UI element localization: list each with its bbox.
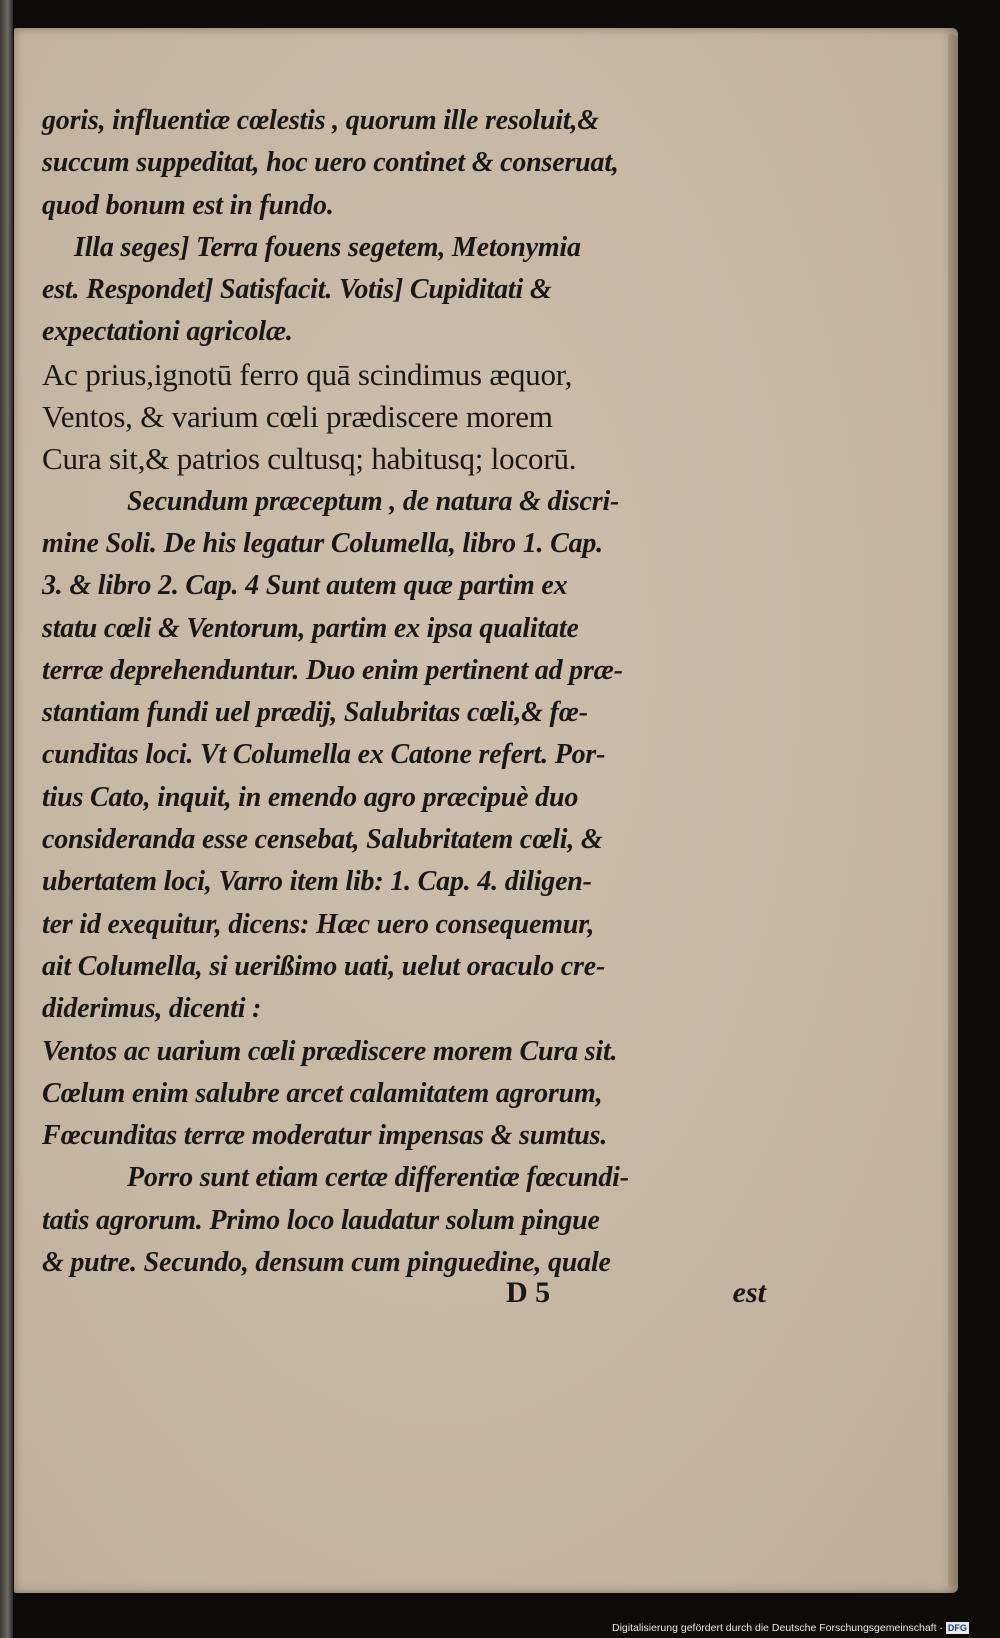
text-line: statu cœli & Ventorum, partim ex ipsa qualitate [42, 612, 579, 644]
text-line: stantiam fundi uel prædij, Salubritas cœli,& fœ- [42, 697, 588, 729]
text-line: Fœcunditas terræ moderatur impensas & sumtus. [42, 1120, 608, 1152]
text-line: Illa seges] Terra fouens segetem, Metonymia [74, 231, 581, 263]
text-line: tatis agrorum. Primo loco laudatur solum pingue [42, 1204, 600, 1236]
text-line: expectationi agricolæ. [42, 316, 293, 348]
page-footer [476, 1276, 766, 1320]
text-line: Cœlum enim salubre arcet calamitatem agrorum, [42, 1077, 603, 1109]
text-line: terræ deprehenduntur. Duo enim pertinent ad præ- [42, 654, 623, 686]
text-line: consideranda esse censebat, Salubritatem cœli, & [42, 824, 603, 856]
text-line: 3. & libro 2. Cap. 4 Sunt autem quæ partim ex [42, 570, 568, 602]
text-line: succum suppeditat, hoc uero continet & conseruat, [42, 147, 619, 179]
book-page [14, 28, 958, 1593]
text-line: ubertatem loci, Varro item lib: 1. Cap. 4. diligen- [42, 866, 592, 898]
text-line: & putre. Secundo, densum cum pinguedine, quale [42, 1247, 611, 1279]
text-line: Ac prius,ignotū ferro quā scindimus æquor, [42, 356, 573, 392]
text-line: Porro sunt etiam certæ differentiæ fœcundi- [127, 1162, 629, 1194]
text-line: ait Columella, si uerißimo uati, uelut oraculo cre- [42, 950, 606, 982]
catchword: est [732, 1276, 766, 1309]
signature-mark: D 5 [506, 1276, 551, 1309]
page-fore-edge [948, 34, 958, 1587]
text-line: Secundum præceptum , de natura & discri- [127, 485, 620, 517]
text-line: goris, influentiæ cœlestis , quorum ille resoluit,& [42, 105, 599, 136]
text-line: ter id exequitur, dicens: Hæc uero consequemur, [42, 908, 595, 940]
text-line: est. Respondet] Satisfacit. Votis] Cupiditati & [42, 274, 552, 306]
text-line: Ventos, & varium cœli prædiscere morem [42, 399, 553, 435]
text-line: mine Soli. De his legatur Columella, libro 1. Cap. [42, 527, 603, 559]
dfg-logo: DFG [947, 1623, 967, 1633]
text-line: cunditas loci. Vt Columella ex Catone refert. Por- [42, 739, 606, 771]
text-line: diderimus, dicenti : [42, 993, 262, 1025]
credit-text: Digitalisierung gefördert durch die Deutsche Forschungsgemeinschaft · [612, 1622, 943, 1634]
text-line: Cura sit,& patrios cultusq; habitusq; locorū. [42, 441, 577, 477]
book-binding-edge [0, 0, 13, 1638]
text-line: tius Cato, inquit, in emendo agro præcipuè duo [42, 781, 579, 813]
digitization-credit [612, 1620, 996, 1636]
text-line: Ventos ac uarium cœli prædiscere morem Cura sit. [42, 1035, 618, 1067]
page-text-block [42, 100, 762, 1284]
text-line: quod bonum est in fundo. [42, 189, 334, 221]
